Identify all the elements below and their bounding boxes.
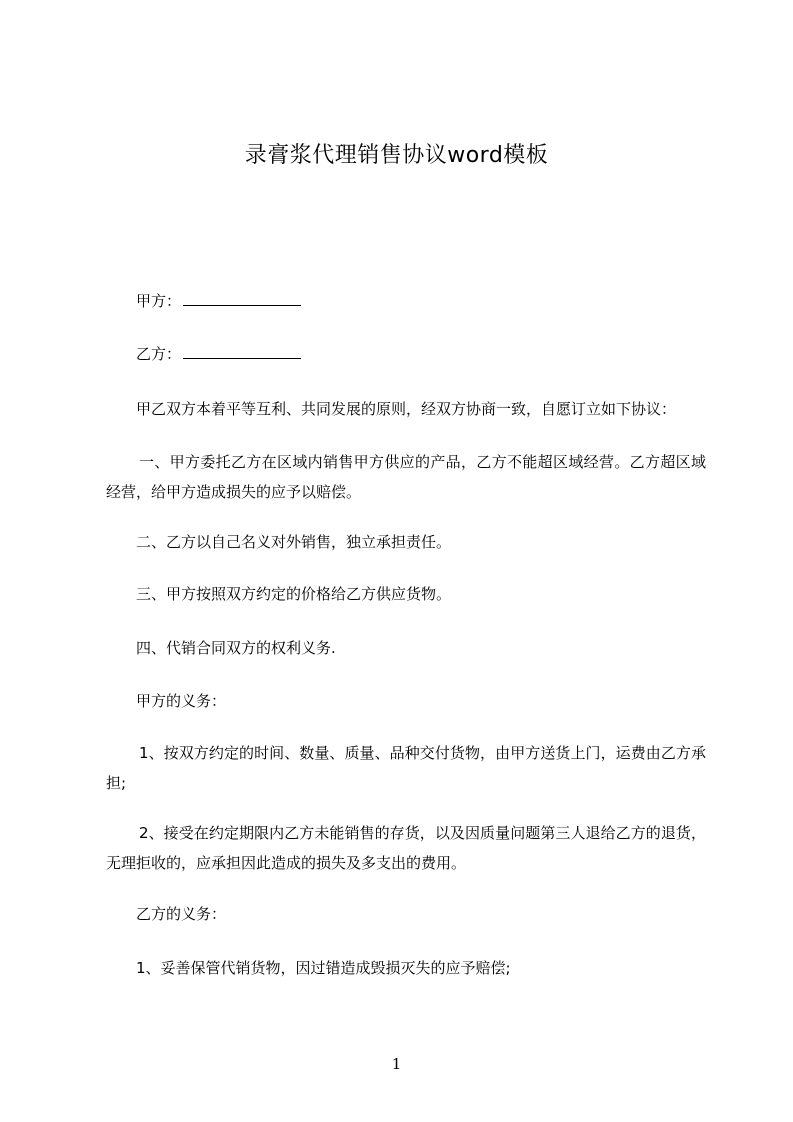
party-a-line <box>106 286 706 316</box>
party-b-label: 乙方： <box>136 345 182 363</box>
page-number: 1 <box>391 1055 402 1073</box>
party-a-duty-1: 1、按双方约定的时间、数量、质量、品种交付货物，由甲方送货上门，运费由乙方承担; <box>106 744 706 792</box>
clause-1-paragraph: 一、甲方委托乙方在区域内销售甲方供应的产品，乙方不能超区域经营。乙方超区域经营，给甲方造成损失的应予以赔偿。 <box>106 453 706 501</box>
document-title: 录膏浆代理销售协议word模板 <box>244 143 549 168</box>
clause-3-paragraph: 三、甲方按照双方约定的价格给乙方供应货物。 <box>136 585 452 603</box>
party-a-blank <box>183 287 301 306</box>
party-a-duties-heading: 甲方的义务： <box>136 692 227 710</box>
party-a-label: 甲方： <box>136 292 182 310</box>
party-b-line <box>106 339 706 369</box>
clause-2-paragraph: 二、乙方以自己名义对外销售，独立承担责任。 <box>136 533 452 551</box>
party-b-duty-1: 1、妥善保管代销货物，因过错造成毁损灭失的应予赔偿; <box>136 959 511 977</box>
party-b-blank <box>183 340 301 359</box>
intro-paragraph: 甲乙双方本着平等互利、共同发展的原则，经双方协商一致，自愿订立如下协议： <box>136 400 677 418</box>
party-a-duty-2: 2、接受在约定期限内乙方未能销售的存货，以及因质量问题第三人退给乙方的退货，无理拒收的，应承担因此造成的损失及多支出的费用。 <box>106 824 706 872</box>
party-b-duties-heading: 乙方的义务： <box>136 905 227 923</box>
clause-4-paragraph: 四、代销合同双方的权利义务. <box>136 639 336 657</box>
